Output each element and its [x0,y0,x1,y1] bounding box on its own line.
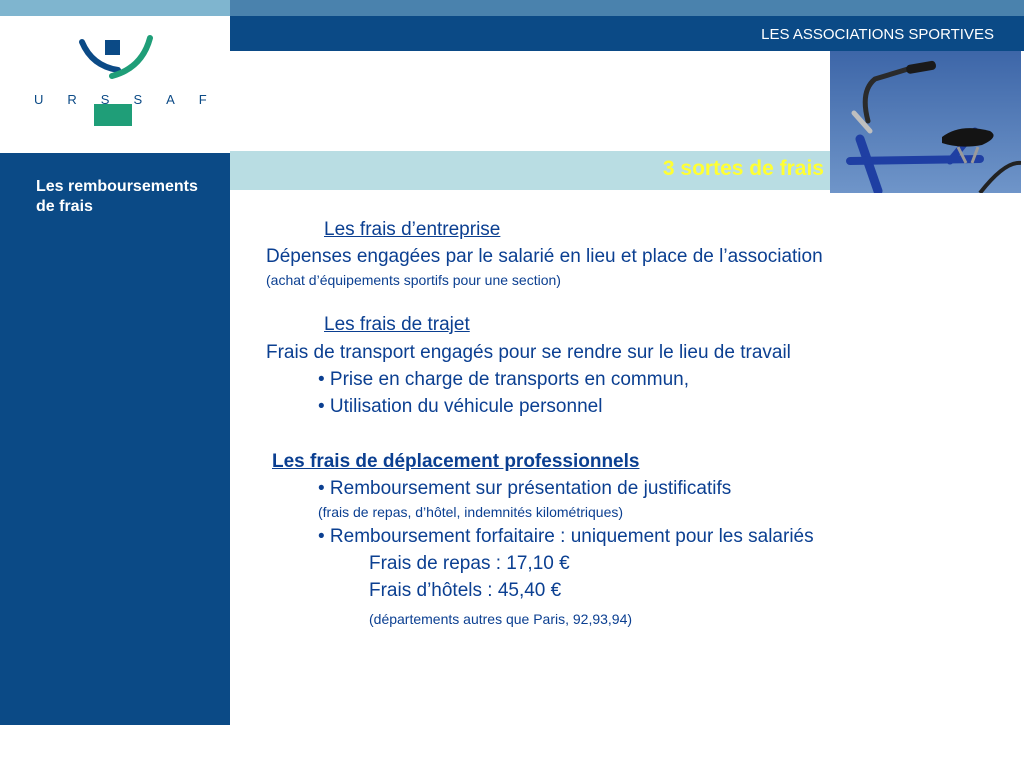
departements-note: (départements autres que Paris, 92,93,94) [369,611,633,627]
content-area [230,190,1024,730]
trajet-bullet-transports: • Prise en charge de transports en commun, [318,369,690,390]
heading-frais-entreprise: Les frais d’entreprise [324,219,501,240]
entreprise-note: (achat d’équipements sportifs pour une section) [266,272,561,288]
trajet-description: Frais de transport engagés pour se rendre sur le lieu de travail [266,342,791,363]
top-band [230,0,1024,16]
top-accent-bar [0,0,230,16]
deplacement-bullet-justificatifs: • Remboursement sur présentation de justificatifs [318,478,732,499]
bicycle-photo [830,51,1021,193]
section-title: 3 sortes de frais [662,157,824,180]
section-header [230,151,830,190]
header-title: LES ASSOCIATIONS SPORTIVES [761,26,994,43]
sidebar-title: Les remboursements de frais [36,178,198,215]
logo-wordmark: URSSAF [34,92,231,107]
entreprise-description: Dépenses engagées par le salarié en lieu et place de l’association [266,246,823,267]
sidebar [0,153,230,725]
heading-frais-trajet: Les frais de trajet [324,314,470,335]
urssaf-logo-mark [0,16,230,153]
deplacement-bullet-forfaitaire: • Remboursement forfaitaire : uniquement pour les salariés [318,526,814,547]
frais-hotels-amount: Frais d’hôtels : 45,40 € [369,580,562,601]
heading-frais-deplacement: Les frais de déplacement professionnels [272,451,640,472]
frais-repas-amount: Frais de repas : 17,10 € [369,553,570,574]
deplacement-note-justificatifs: (frais de repas, d’hôtel, indemnités kilométriques) [318,504,624,520]
header-bar [230,16,1024,51]
trajet-bullet-vehicule: • Utilisation du véhicule personnel [318,396,603,417]
urssaf-logo [0,16,230,153]
